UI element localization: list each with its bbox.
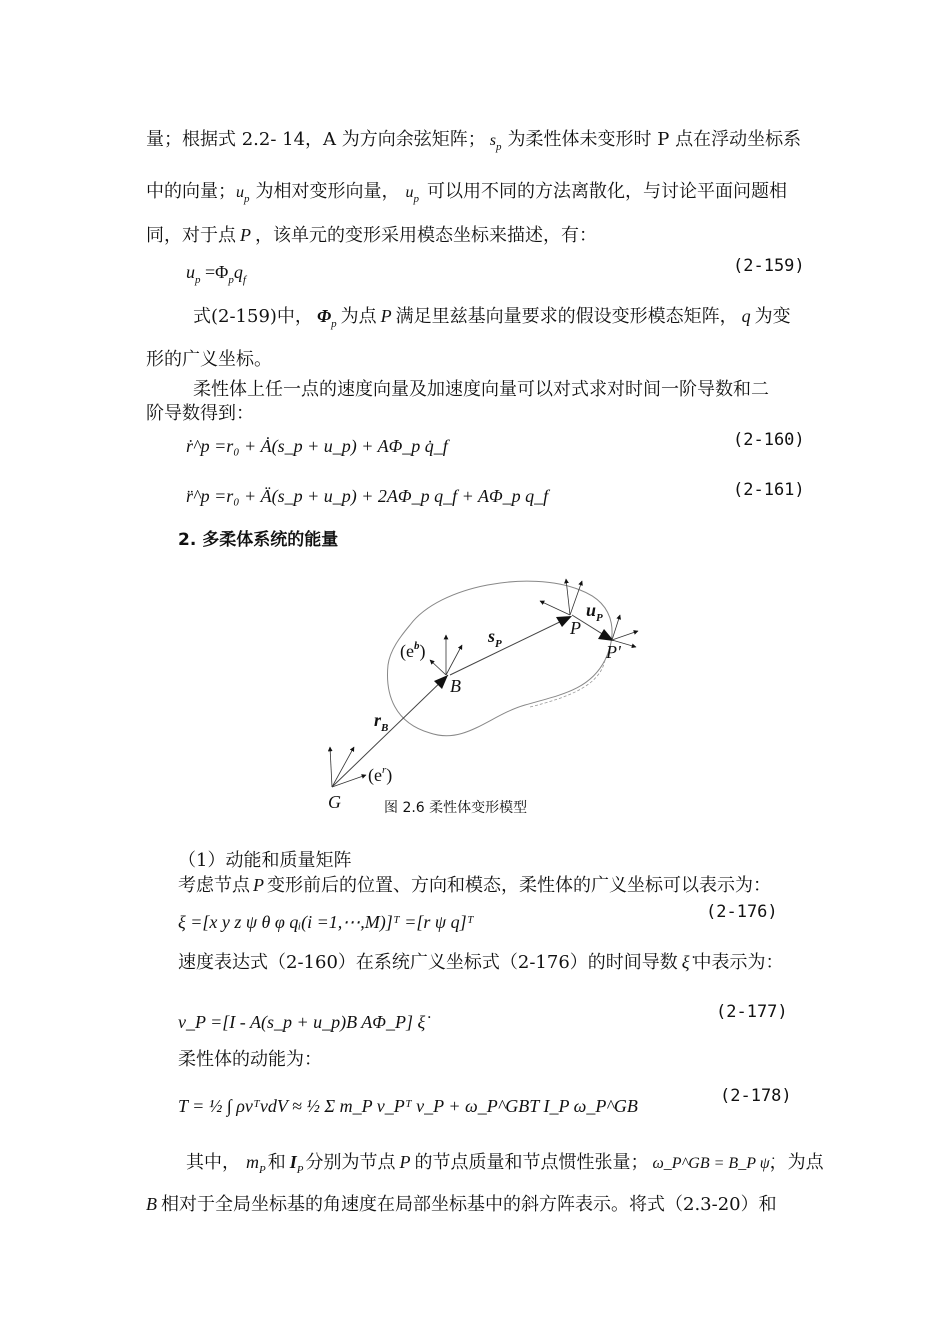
label-sp: $s_P$ [488,626,502,650]
label-up: $u_P$ [586,600,603,624]
label-Pprime: P' [606,642,621,662]
equation-number-177: (2-177) [716,1002,788,1022]
equation-number-161: (2-161) [733,480,805,500]
figure-caption: 图 2.6 柔性体变形模型 [384,800,528,816]
figure-flexible-body [300,565,660,825]
para2-line2: 形的广义坐标。 [146,349,272,370]
equation-number-176: (2-176) [706,902,778,922]
para-coordinates: 考虑节点 P 变形前后的位置、方向和模态，柔性体的广义坐标可以表示为： [178,875,771,896]
label-G: G [328,792,341,812]
label-B: B [450,676,461,696]
equation-2-160: ṙ^p =r₀ + Ȧ(s_p + u_p) + AΦ_p q̇_f [186,436,448,456]
label-rB: $r_B$ [374,710,389,734]
para3-line2: 阶导数得到： [146,403,254,424]
para1-line3: 同，对于点 P ，该单元的变形采用模态坐标来描述，有： [146,225,597,246]
equation-number-159: (2-159) [733,256,805,276]
equation-2-178: T = ½ ∫ ρvᵀvdV ≈ ½ Σ m_P v_Pᵀ v_P + ω_P^GBT I_P ω_P^GB [178,1096,638,1116]
para-mass-inertia: 其中， $m_P$ 和 $I_P$ 分别为节点 P 的节点质量和节点惯性张量； ω_P^GB = B_P ψ̇，为点 [186,1152,824,1176]
section-heading: 2. 多柔体系统的能量 [178,530,339,550]
equation-number-178: (2-178) [720,1086,792,1106]
label-P: P [570,618,581,638]
para-kinetic: 柔性体的动能为： [178,1049,322,1070]
para-final-line: B 相对于全局坐标基的角速度在局部坐标基中的斜方阵表示。将式（2.3-20）和 [146,1194,777,1215]
equation-2-177: v_P =[I - A(s_p + u_p)B AΦ_P] ξ̇ [178,1012,426,1032]
deformed-edge [530,660,605,707]
para-velocity: 速度表达式（2-160）在系统广义坐标式（2-176）的时间导数 ξ̇ 中表示为： [178,952,784,973]
frame-B [430,635,462,675]
equation-number-160: (2-160) [733,430,805,450]
frame-G [330,747,366,787]
para1-line1: 量；根据式 2.2- 14，A 为方向余弦矩阵； $s_p$ 为柔性体未变形时 P 点在浮动坐标系 [146,129,802,153]
subsection-title: （1）动能和质量矩阵 [178,850,352,871]
para3-line1: 柔性体上任一点的速度向量及加速度向量可以对式求对时间一阶导数和二 [193,379,769,400]
equation-2-161: r̈^p =r₀ + Ä(s_p + u_p) + 2AΦ_p q_f + AΦ_p q_f [186,486,549,506]
para2-line1: 式(2-159)中， $\Phi_p$ 为点 P 满足里兹基向量要求的假设变形模态矩阵， q 为变 [193,306,791,330]
equation-2-159: $u_p =\Phi_pq_f$ [186,262,246,286]
label-eb: $(e^b)$ [400,640,426,661]
label-er: $(e^r)$ [368,764,393,785]
para1-line2: 中的向量；$u_p$ 为相对变形向量， $u_p$ 可以用不同的方法离散化，与讨论平面问题相 [146,181,787,205]
equation-2-176: ξ =[x y z ψ θ φ qᵢ(i =1,⋯,M)]ᵀ =[r ψ q]ᵀ [178,912,474,932]
vector-sp [450,617,570,675]
